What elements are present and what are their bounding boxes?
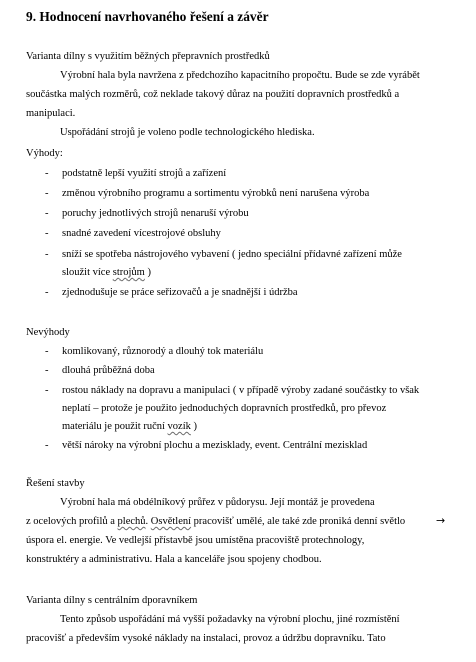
- bullet-dash: -: [45, 365, 49, 376]
- bullet-dash: -: [45, 228, 49, 239]
- spellcheck-word: Osvětlení: [150, 516, 192, 527]
- advantage-item: podstatně lepší využití strojů a zařízení: [62, 168, 227, 179]
- disadvantage-item: dlouhá průběžná doba: [62, 365, 155, 376]
- bullet-dash: -: [45, 287, 49, 298]
- paragraph-line: úspora el. energie. Ve vedlejší přístavbě jsou umístěna pracoviště protechnology,: [26, 535, 365, 546]
- paragraph-line: součástka malých rozměrů, což neklade takový důraz na použití dopravních prostředků a: [26, 89, 400, 100]
- disadvantage-item-continuation: neplatí – protože je použito jednoduchých dopravních prostředků, pro převoz: [62, 403, 387, 414]
- text-run: sloužit více: [62, 267, 113, 278]
- disadvantage-item: rostou náklady na dopravu a manipulaci ( v případě výroby zadané součástky to však: [62, 385, 420, 396]
- bullet-dash: -: [45, 440, 49, 451]
- bullet-dash: -: [45, 385, 49, 396]
- disadvantage-item: větší nároky na výrobní plochu a mezisklady, event. Centrální mezisklad: [62, 440, 368, 451]
- construction-title: Řešení stavby: [26, 478, 85, 489]
- advantage-item: změnou výrobního programu a sortimentu výrobků není narušena výroba: [62, 188, 370, 199]
- variant-1-title: Varianta dílny s využitím běžných přepravních prostředků: [26, 51, 270, 62]
- spellcheck-word: strojům: [112, 267, 145, 278]
- bullet-dash: -: [45, 346, 49, 357]
- text-run: z ocelových profilů a: [26, 516, 118, 527]
- text-run: pracovišť umělé, ale také zde proniká denní světlo: [191, 516, 406, 527]
- paragraph-line: pracovišť a především vysoké náklady na instalaci, provoz a údržbu dopravníku. Tato: [26, 633, 386, 644]
- spellcheck-word: plechů: [117, 516, 146, 527]
- advantage-item: snadné zavedení vícestrojové obsluhy: [62, 228, 221, 239]
- section-heading: 9. Hodnocení navrhovaného řešení a závěr: [26, 9, 269, 24]
- advantage-item: zjednodušuje se práce seřizovačů a je snadnější i údržba: [62, 287, 298, 298]
- advantages-title: Výhody:: [26, 148, 63, 159]
- paragraph-line: Uspořádání strojů je voleno podle technologického hlediska.: [60, 127, 315, 138]
- text-run: .: [145, 516, 151, 527]
- paragraph-line: konstruktéry a administrativu. Hala a kanceláře jsou spojeny chodbou.: [26, 554, 322, 565]
- bullet-dash: -: [45, 188, 49, 199]
- advantage-item-continuation: [62, 266, 151, 280]
- spellcheck-word: vozík: [167, 421, 191, 432]
- disadvantages-title: Nevýhody: [26, 327, 70, 338]
- paragraph-line: Výrobní hala byla navržena z předchozího kapacitního propočtu. Bude se zde vyrábět: [60, 70, 420, 81]
- paragraph-line: Výrobní hala má obdélníkový průřez v půdorysu. Její montáž je provedena: [60, 497, 375, 508]
- bullet-dash: -: [45, 168, 49, 179]
- bullet-dash: -: [45, 249, 49, 260]
- text-run: materiálu je použit ruční: [62, 421, 168, 432]
- paragraph-line: manipulaci.: [26, 108, 76, 119]
- advantage-item: sníží se spotřeba nástrojového vybavení ( jedno speciální přídavné zařízení může: [62, 249, 402, 260]
- text-run: ): [190, 421, 197, 432]
- variant-2-title: Varianta dílny s centrálním dporavníkem: [26, 595, 198, 606]
- paragraph-line: [26, 515, 405, 529]
- disadvantage-item-continuation: [62, 420, 197, 434]
- paragraph-line: Tento způsob uspořádání má vyšší požadavky na výrobní plochu, jiné rozmístění: [60, 614, 400, 625]
- disadvantage-item: komlikovaný, různorodý a dlouhý tok materiálu: [62, 346, 264, 357]
- right-arrow-icon: →: [436, 514, 446, 527]
- bullet-dash: -: [45, 208, 49, 219]
- advantage-item: poruchy jednotlivých strojů nenaruší výrobu: [62, 208, 249, 219]
- text-run: ): [144, 267, 151, 278]
